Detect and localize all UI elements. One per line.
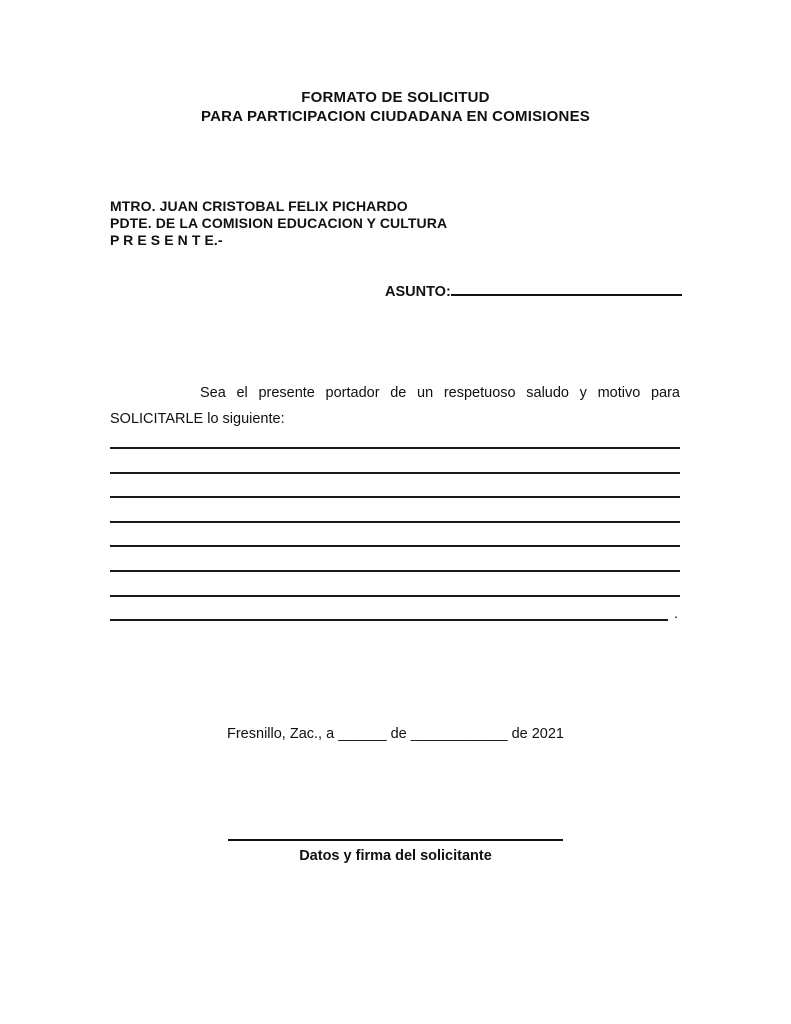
subject-row [385, 281, 682, 300]
date-line: Fresnillo, Zac., a ______ de ____________ de 2021 [227, 726, 564, 742]
subject-blank-line [451, 281, 682, 296]
signature-line [228, 839, 563, 841]
writing-line [110, 570, 680, 572]
document-title [0, 88, 791, 126]
recipient-block [110, 198, 447, 249]
end-period: . [673, 606, 678, 623]
writing-lines [110, 447, 680, 644]
recipient-role: PDTE. DE LA COMISION EDUCACION Y CULTURA [110, 215, 448, 231]
body-paragraph [110, 380, 680, 432]
title-line-1: FORMATO DE SOLICITUD [301, 89, 490, 106]
body-paragraph-line-2: SOLICITARLE lo siguiente: [110, 411, 285, 427]
subject-label: ASUNTO: [385, 284, 451, 300]
writing-line [110, 606, 678, 623]
writing-line [110, 521, 680, 523]
writing-line [110, 595, 680, 597]
writing-line [110, 545, 680, 547]
writing-line [110, 447, 680, 449]
signature-caption: Datos y firma del solicitante [299, 848, 492, 864]
recipient-name: MTRO. JUAN CRISTOBAL FELIX PICHARDO [110, 198, 408, 214]
writing-line [110, 472, 680, 474]
body-paragraph-line-1: Sea el presente portador de un respetuoso saludo y motivo para [200, 385, 680, 401]
title-line-2: PARA PARTICIPACION CIUDADANA EN COMISIONES [201, 108, 590, 125]
writing-line [110, 496, 680, 498]
salutation-line: P R E S E N T E.- [110, 232, 223, 248]
